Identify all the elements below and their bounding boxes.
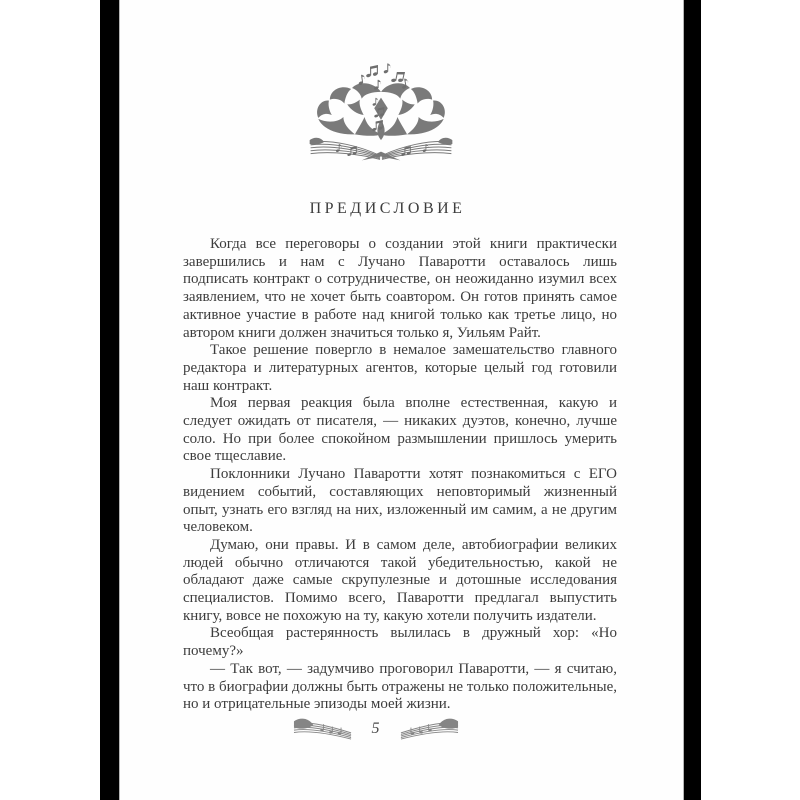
paragraph: Поклонники Лучано Паваротти хотят познакомиться с ЕГО видением событий, составляющих неповторимый жизненный опыт, узнать его взгляд на них, изложенный им самим, а не другим человеком. — [183, 466, 617, 536]
paragraph: Такое решение повергло в немалое замешательство главного редактора и литературных агентов, которые целый год готовили наш контракт. — [183, 342, 617, 394]
body-text — [183, 236, 617, 714]
music-crest-ornament-icon — [308, 62, 454, 170]
chapter-title: ПРЕДИСЛОВИЕ — [309, 200, 466, 217]
book-page — [120, 0, 683, 800]
page-footer — [94, 716, 657, 742]
page-number: 5 — [371, 720, 380, 737]
paragraph: Думаю, они правы. И в самом деле, автобиографии великих людей обычно отличаются такой убедительностью, какой не обладают даже самые скрупулезные и дотошные исследования специалистов. Помимо всего, Паваротти предлагал выпустить книгу, вовсе не похожую на ту, какую хотели получить издатели. — [183, 536, 617, 624]
paragraph: — Так вот, — задумчиво проговорил Паваротти, — я считаю, что в биографии должны быть отражены не только положительные, но и отрицательные эпизоды моей жизни. — [183, 660, 617, 713]
music-flourish-right-icon — [399, 716, 459, 742]
paragraph: Моя первая реакция была вполне естественная, какую и следует ожидать от писателя, — никаких дуэтов, конечно, лучше соло. Но при более спокойном размышлении пришлось умерить свое тщеславие. — [183, 395, 617, 465]
paragraph: Когда все переговоры о создании этой книги практически завершились и нам с Лучано Паваротти оставалось лишь подписать контракт о сотрудничестве, он неожиданно изумил всех заявлением, что не хочет быть соавтором. Он готов принять самое активное участие в работе над книгой только как третье лицо, но автором книги должен значиться только я, Уильям Райт. — [183, 236, 617, 341]
scan-edge-bar-right — [683, 0, 701, 800]
music-flourish-left-icon — [293, 716, 353, 742]
scan-edge-bar-left — [100, 0, 120, 800]
paragraph: Всеобщая растерянность вылилась в дружный хор: «Но почему?» — [183, 625, 617, 660]
